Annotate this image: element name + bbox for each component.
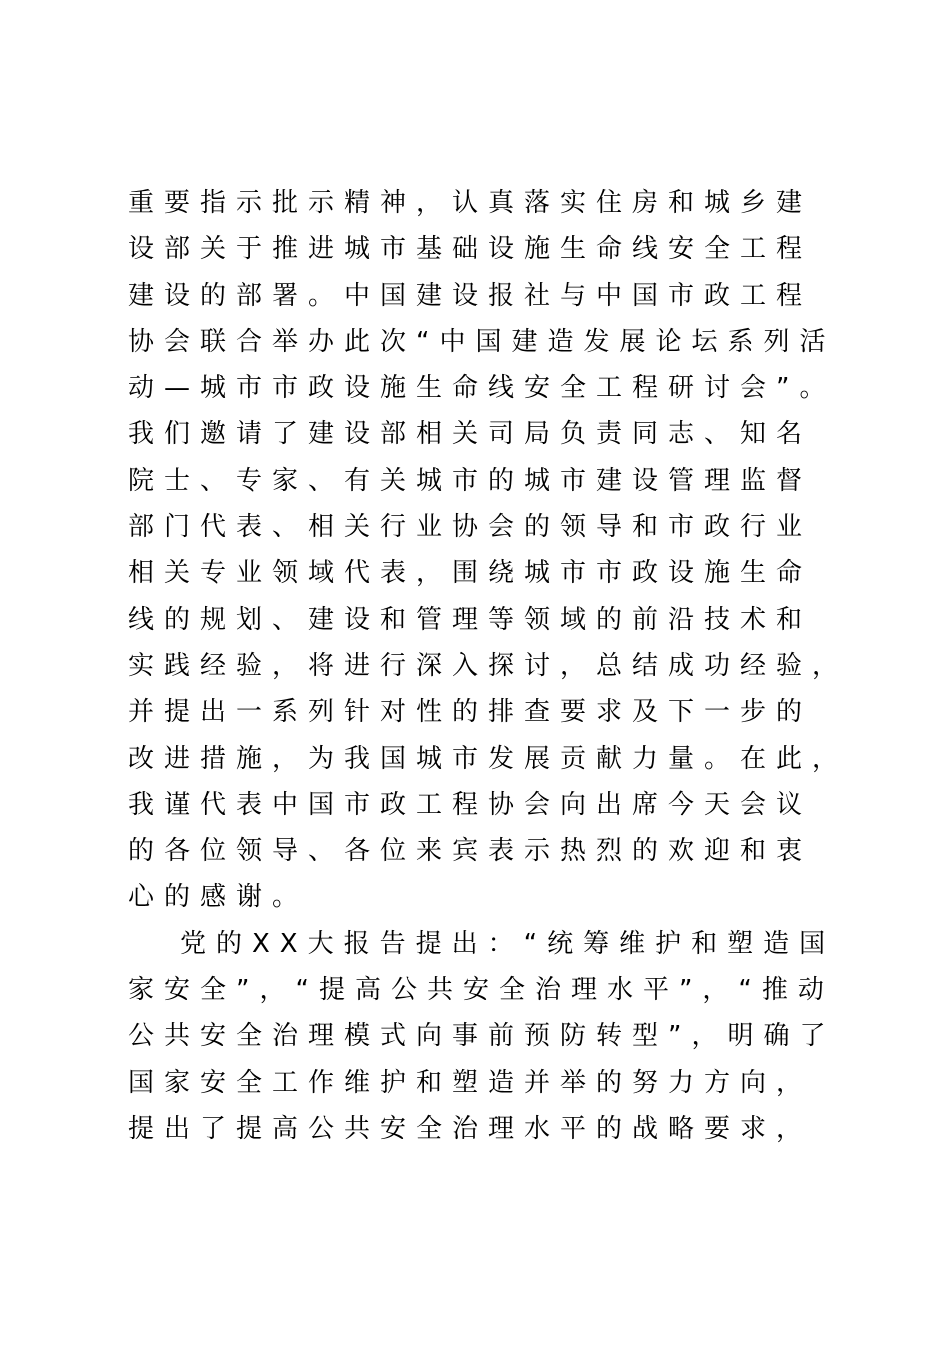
text-line: 我谨代表中国市政工程协会向出席今天会议: [128, 789, 813, 820]
text-line: 心的感谢。: [128, 882, 309, 913]
text-line: 的各位领导、各位来宾表示热烈的欢迎和衷: [128, 836, 813, 867]
text-line: 动—城市市政设施生命线安全工程研讨会”。: [128, 373, 836, 404]
text-line: 公共安全治理模式向事前预防转型”，明确了: [128, 1021, 836, 1052]
text-line: 部门代表、相关行业协会的领导和市政行业: [128, 512, 813, 543]
body-text: [128, 180, 868, 1152]
text-line: 设部关于推进城市基础设施生命线安全工程: [128, 234, 813, 265]
text-line: 协会联合举办此次“中国建造发展论坛系列活: [128, 326, 836, 357]
text-line: 线的规划、建设和管理等领域的前沿技术和: [128, 604, 813, 635]
text-line: 重要指示批示精神，认真落实住房和城乡建: [128, 188, 813, 218]
text-line: 国家安全工作维护和塑造并举的努力方向，: [128, 1067, 813, 1098]
text-line: 改进措施，为我国城市发展贡献力量。在此，: [128, 743, 849, 774]
text-line: 院士、专家、有关城市的城市建设管理监督: [128, 465, 813, 496]
text-line: 实践经验，将进行深入探讨，总结成功经验，: [128, 650, 849, 681]
text-line: 提出了提高公共安全治理水平的战略要求，: [128, 1113, 813, 1144]
paragraph-start-line: 党的XX大报告提出：“统筹维护和塑造国: [180, 928, 836, 959]
text-line: 家安全”，“提高公共安全治理水平”，“推动: [128, 975, 834, 1006]
text-line: 相关专业领域代表，围绕城市市政设施生命: [128, 558, 813, 589]
text-line: 建设的部署。中国建设报社与中国市政工程: [128, 280, 813, 311]
text-line: 并提出一系列针对性的排查要求及下一步的: [128, 697, 813, 728]
text-line: 我们邀请了建设部相关司局负责同志、知名: [128, 419, 813, 450]
